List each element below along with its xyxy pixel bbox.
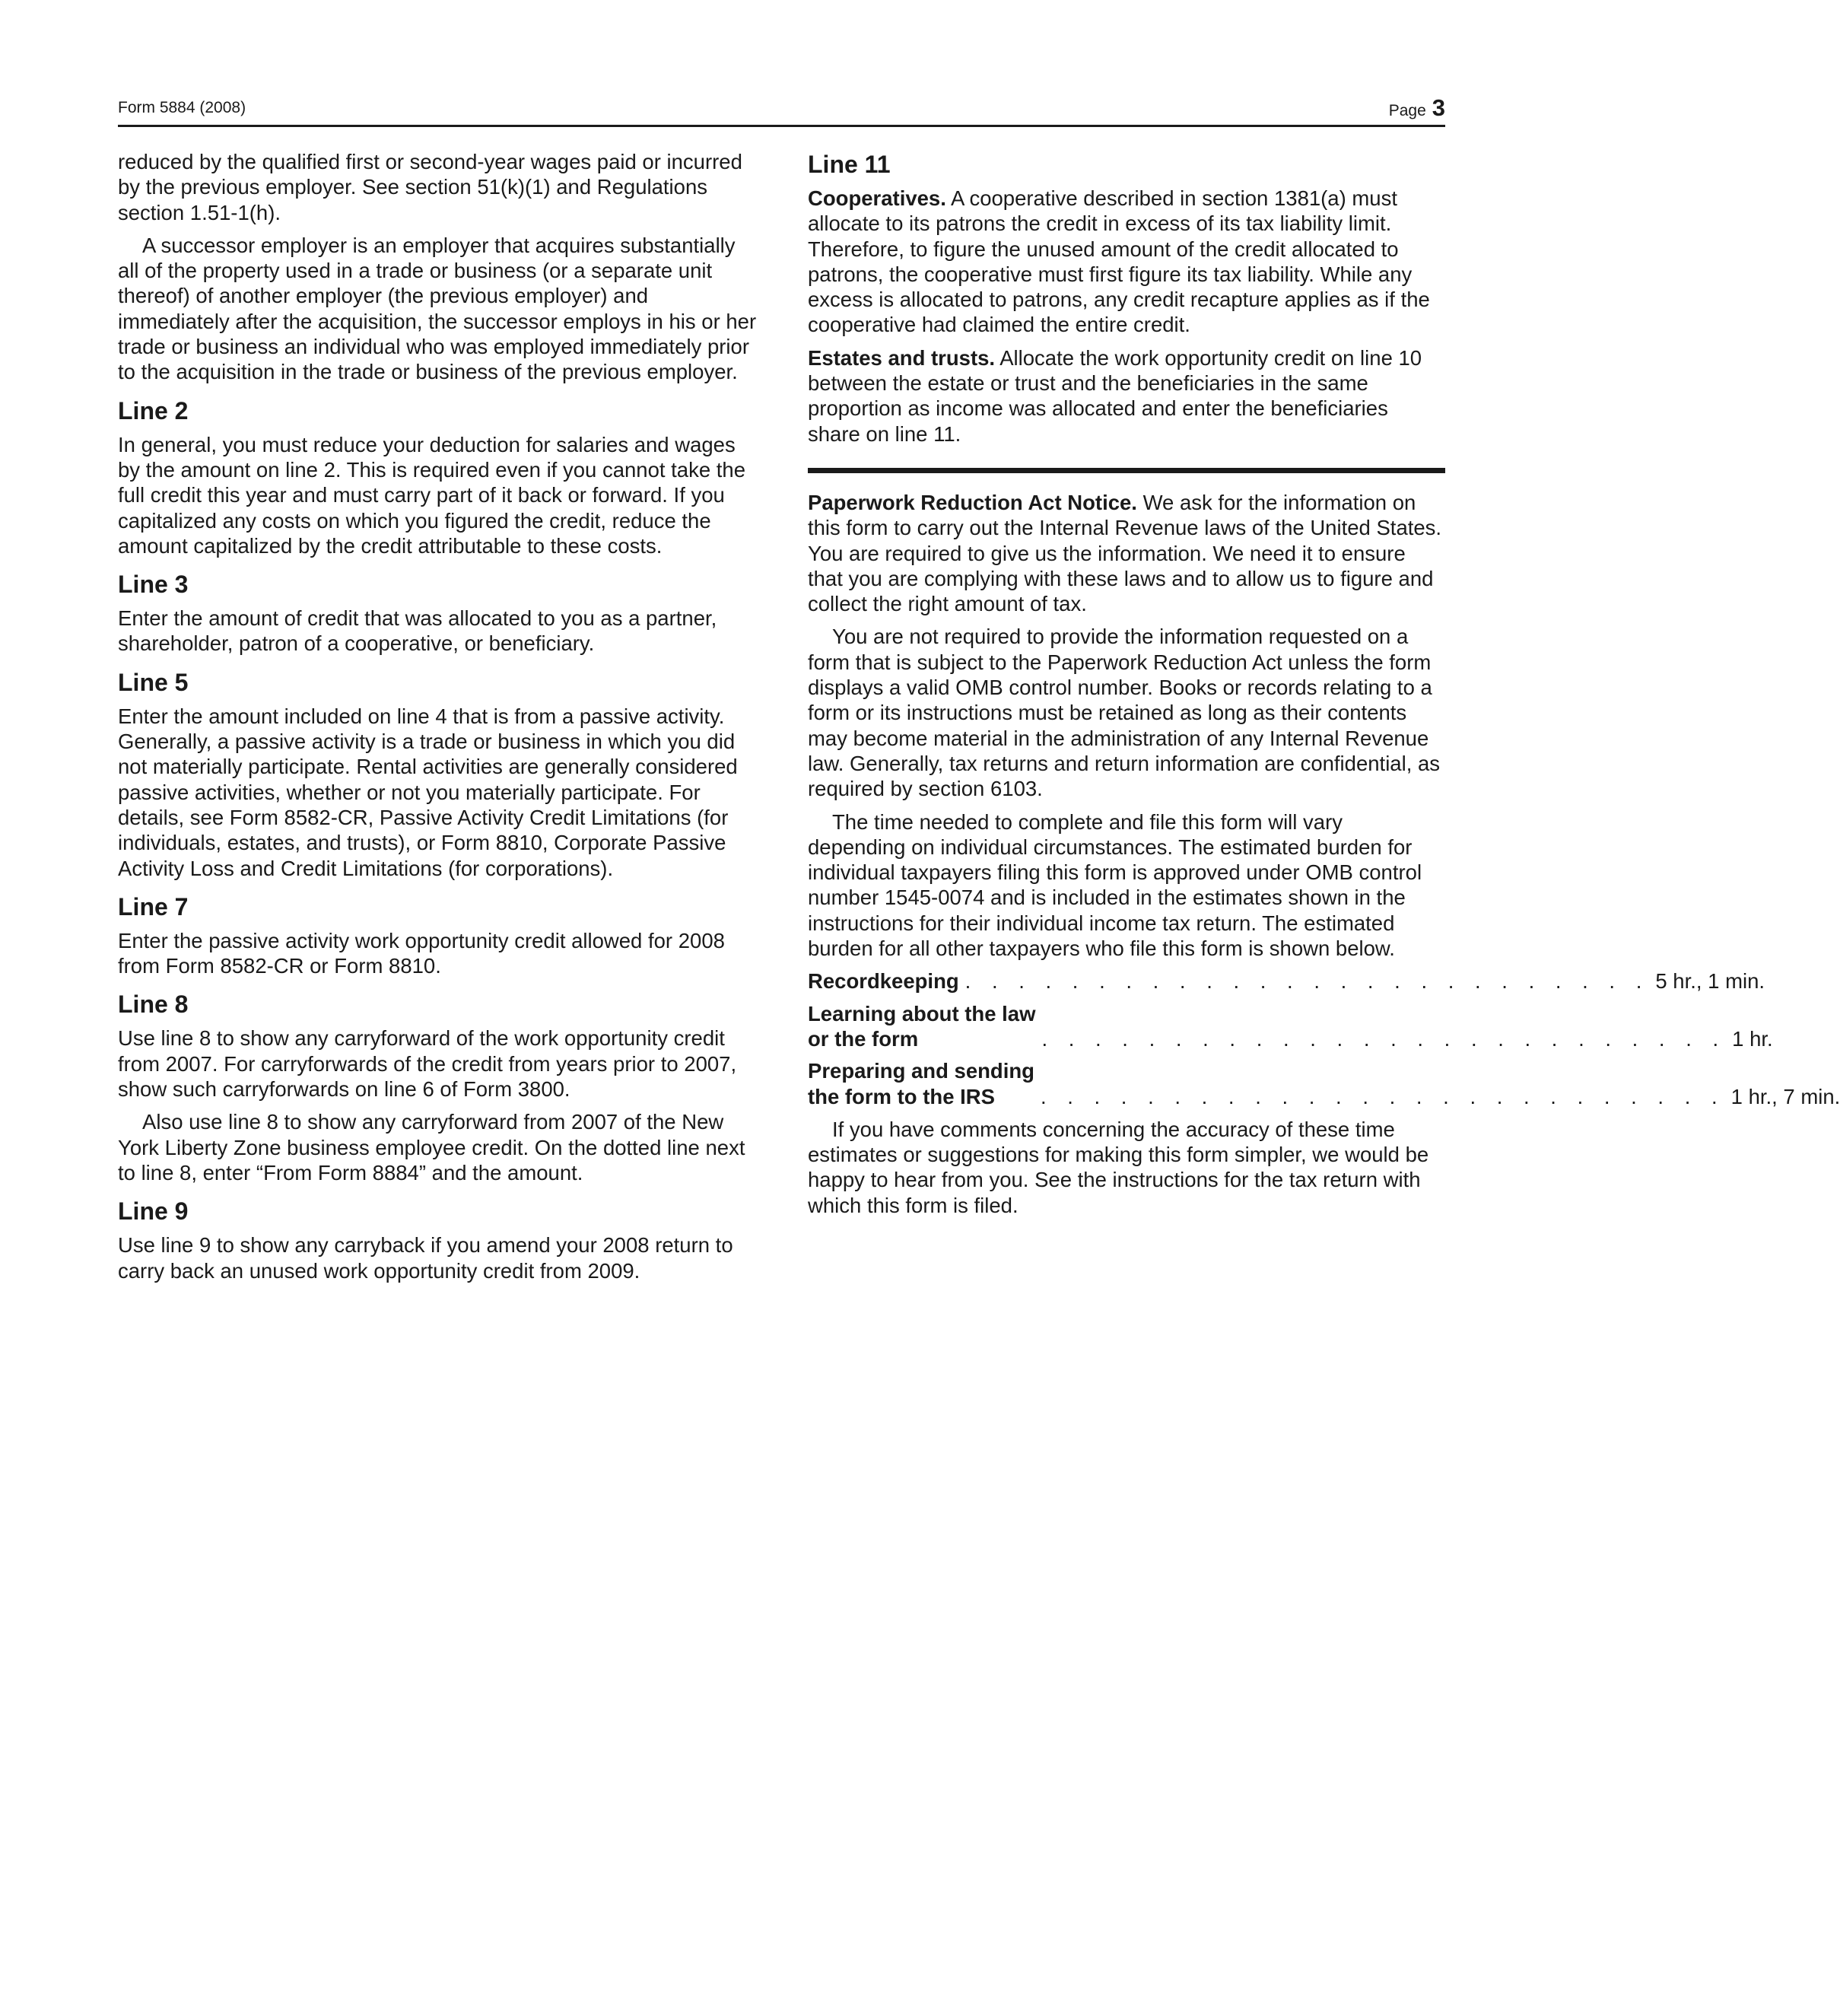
line2-text: In general, you must reduce your deduction for salaries and wages by the amount on line 2. This is required even if you cannot take the full credit this year and must carry part of it back or forward. If you capitalized any costs on which you figured the credit, reduce the amount capitalized by the credit attributable to these costs.: [118, 432, 745, 558]
paperwork-notice-paragraph: [808, 490, 1445, 616]
burden-label-line2: the form to the IRS: [808, 1084, 995, 1108]
line7-heading: Line 7: [118, 892, 189, 921]
burden-label-line1: Preparing and sending: [808, 1059, 1034, 1083]
burden-label: [808, 968, 959, 994]
line5-text: Enter the amount included on line 4 that is from a passive activity. Generally, a passive activity is a trade or business in which you did not materially participate. Rental activities are generally considered passive activities, whether or not you materially participate. For details, see Form 8582-CR, Passive Activity Credit Limitations (for individuals, estates, and trusts), or Form 8810, Corporate Passive Activity Loss and Credit Limitations (for corporations).: [118, 704, 738, 880]
burden-label-text: Recordkeeping: [808, 969, 959, 994]
line9-text: Use line 9 to show any carryback if you amend your 2008 return to carry back an unused work opportunity credit from 2009.: [118, 1233, 733, 1283]
line3-text: Enter the amount of credit that was allocated to you as a partner, shareholder, patron of a cooperative, or beneficiary.: [118, 606, 717, 656]
burden-row-learning: [808, 1001, 1773, 1052]
time-estimate-paragraph: The time needed to complete and file this form will vary depending on individual circumstances. The estimated burden for individual taxpayers filing this form is approved under OMB control number 1545-0074 and is included in the estimates shown in the instructions for their individual income tax return. The estimated burden for all other taxpayers who file this form is shown below.: [808, 809, 1422, 961]
dot-leader: . . . . . . . . . . . . . . . . . . . . . . . . . .: [964, 969, 1650, 994]
dot-leader: . . . . . . . . . . . . . . . . . . . . . . . . . .: [1040, 1084, 1725, 1108]
continuation-paragraph: reduced by the qualified first or second-year wages paid or incurred by the previous employer. See section 51(k)(1) and Regulations section 1.51-1(h).: [118, 150, 742, 224]
burden-label-line1: Learning about the law: [808, 1001, 1036, 1025]
page-number: 3: [1432, 94, 1445, 121]
page-indicator: [1389, 94, 1445, 122]
burden-value: 5 hr., 1 min.: [1655, 969, 1765, 994]
paperwork-notice-lead: Paperwork Reduction Act Notice.: [808, 490, 1137, 514]
cooperatives-text: A cooperative described in section 1381(a) must allocate to its patrons the credit in excess of its tax liability limit. Therefore, to figure the unused amount of the credit allocated to patrons, the cooperative must first figure its tax liability. While any excess is allocated to patrons, any credit recapture applies as if the cooperative had claimed the entire credit.: [808, 186, 1430, 337]
line5-heading: Line 5: [118, 668, 189, 696]
cooperatives-lead: Cooperatives.: [808, 186, 946, 210]
dot-leader: . . . . . . . . . . . . . . . . . . . . . . . . . .: [1041, 1026, 1727, 1051]
line7-text: Enter the passive activity work opportunity credit allowed for 2008 from Form 8582-CR or Form 8810.: [118, 928, 725, 978]
line3-heading: Line 3: [118, 571, 189, 599]
page-header: [118, 94, 1445, 127]
burden-row-preparing: [808, 1058, 1840, 1109]
successor-employer-paragraph: A successor employer is an employer that acquires substantially all of the property used in a trade or business (or a separate unit thereof) of another employer (the previous employer) and immediately after the acquisition, the successor employs in his or her trade or business an individual who was employed immediately prior to the acquisition in the trade or business of the previous employer.: [118, 233, 757, 384]
line2-heading: Line 2: [118, 396, 189, 425]
section-divider: [808, 468, 1445, 473]
line8-heading: Line 8: [118, 991, 189, 1019]
line8-text: Use line 8 to show any carryforward of the work opportunity credit from 2007. For carryforwards of the credit from years prior to 2007, show such carryforwards on line 6 of Form 3800.: [118, 1026, 737, 1102]
line11-heading: Line 11: [808, 151, 891, 178]
form-label: Form 5884 (2008): [118, 99, 246, 116]
left-column: [118, 149, 761, 1291]
burden-label: [808, 1001, 1035, 1052]
estates-text: Allocate the work opportunity credit on line 10 between the estate or trust and the beneficiaries in the same proportion as income was allocated and enter the beneficiaries share on line 11.: [808, 345, 1422, 446]
burden-value: 1 hr.: [1732, 1026, 1773, 1051]
burden-label: [808, 1058, 1034, 1109]
burden-value: 1 hr., 7 min.: [1730, 1084, 1840, 1108]
line8-text-liberty-zone: Also use line 8 to show any carryforward from 2007 of the New York Liberty Zone business employee credit. On the dotted line next to line 8, enter “From Form 8884” and the amount.: [118, 1110, 745, 1184]
omb-paragraph: You are not required to provide the information requested on a form that is subject to the Paperwork Reduction Act unless the form displays a valid OMB control number. Books or records relating to a form or its instructions must be retained as long as their contents may become material in the administration of any Internal Revenue law. Generally, tax returns and return information are confidential, as required by section 6103.: [808, 625, 1441, 801]
burden-label-line2: or the form: [808, 1026, 919, 1051]
burden-row-recordkeeping: [808, 968, 1765, 994]
comments-paragraph: If you have comments concerning the accuracy of these time estimates or suggestions for making this form simpler, we would be happy to hear from you. See the instructions for the tax return with which this form is filed.: [808, 1117, 1429, 1217]
burden-table: [808, 968, 1840, 1108]
line9-heading: Line 9: [118, 1197, 189, 1226]
cooperatives-paragraph: [808, 186, 1445, 338]
paperwork-notice-text: We ask for the information on this form to carry out the Internal Revenue laws of the United States. You are required to give us the information. We need it to ensure that you are complying with these laws and to allow us to figure and collect the right amount of tax.: [808, 490, 1442, 616]
right-column: [808, 149, 1840, 1226]
estates-lead: Estates and trusts.: [808, 345, 996, 370]
estates-paragraph: [808, 345, 1445, 447]
page-label: Page: [1388, 102, 1426, 119]
